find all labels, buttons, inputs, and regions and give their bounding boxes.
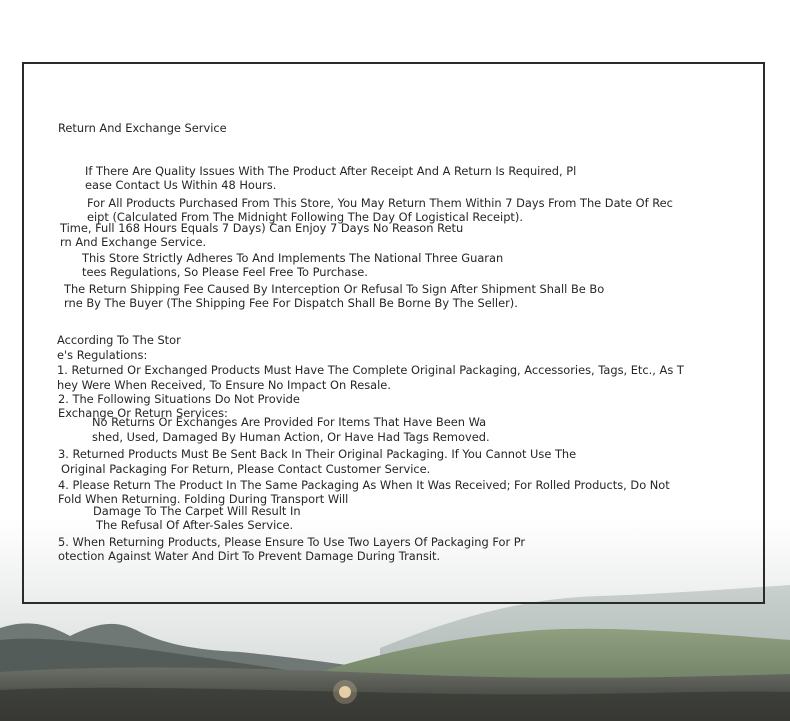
text-line: ease Contact Us Within 48 Hours. (85, 178, 277, 192)
text-line: Time, Full 168 Hours Equals 7 Days) Can Enjoy 7 Days No Reason Retu (60, 221, 464, 235)
text-line: shed, Used, Damaged By Human Action, Or Have Had Tags Removed. (92, 430, 490, 444)
section-heading: Return And Exchange Service (58, 121, 227, 135)
text-line: rn And Exchange Service. (60, 235, 207, 249)
text-line: hey Were When Received, To Ensure No Impact On Resale. (57, 378, 391, 392)
text-line: No Returns Or Exchanges Are Provided For Items That Have Been Wa (92, 415, 487, 429)
text-line: Original Packaging For Return, Please Contact Customer Service. (61, 462, 431, 476)
text-line: Fold When Returning. Folding During Transport Will (58, 492, 349, 506)
text-line: Exchange Or Return Services: (58, 406, 228, 420)
text-line: The Refusal Of After-Sales Service. (96, 518, 294, 532)
text-line: 1. Returned Or Exchanged Products Must Have The Complete Original Packaging, Accessories, Tags, Etc., As T (57, 363, 684, 377)
text-line: otection Against Water And Dirt To Prevent Damage During Transit. (58, 549, 441, 563)
text-line: tees Regulations, So Please Feel Free To Purchase. (82, 265, 368, 279)
text-line: rne By The Buyer (The Shipping Fee For Dispatch Shall Be Borne By The Seller). (64, 296, 518, 310)
text-line: If There Are Quality Issues With The Product After Receipt And A Return Is Required, Pl (85, 164, 577, 178)
text-line: For All Products Purchased From This Store, You May Return Them Within 7 Days From The Date Of Rec (87, 196, 673, 210)
text-line: eipt (Calculated From The Midnight Following The Day Of Logistical Receipt). (87, 210, 523, 224)
text-line: 4. Please Return The Product In The Same Packaging As When It Was Received; For Rolled Products, Do Not (58, 478, 670, 492)
text-line: According To The Stor (57, 333, 181, 347)
text-line: e's Regulations: (57, 348, 148, 362)
text-line: This Store Strictly Adheres To And Implements The National Three Guaran (82, 251, 504, 265)
text-line: 3. Returned Products Must Be Sent Back In Their Original Packaging. If You Cannot Use The (58, 447, 577, 461)
text-line: 5. When Returning Products, Please Ensure To Use Two Layers Of Packaging For Pr (58, 535, 526, 549)
text-line: 2. The Following Situations Do Not Provide (58, 392, 300, 406)
text-line: The Return Shipping Fee Caused By Interception Or Refusal To Sign After Shipment Shall Be Bo (64, 282, 605, 296)
text-line: Damage To The Carpet Will Result In (93, 504, 301, 518)
